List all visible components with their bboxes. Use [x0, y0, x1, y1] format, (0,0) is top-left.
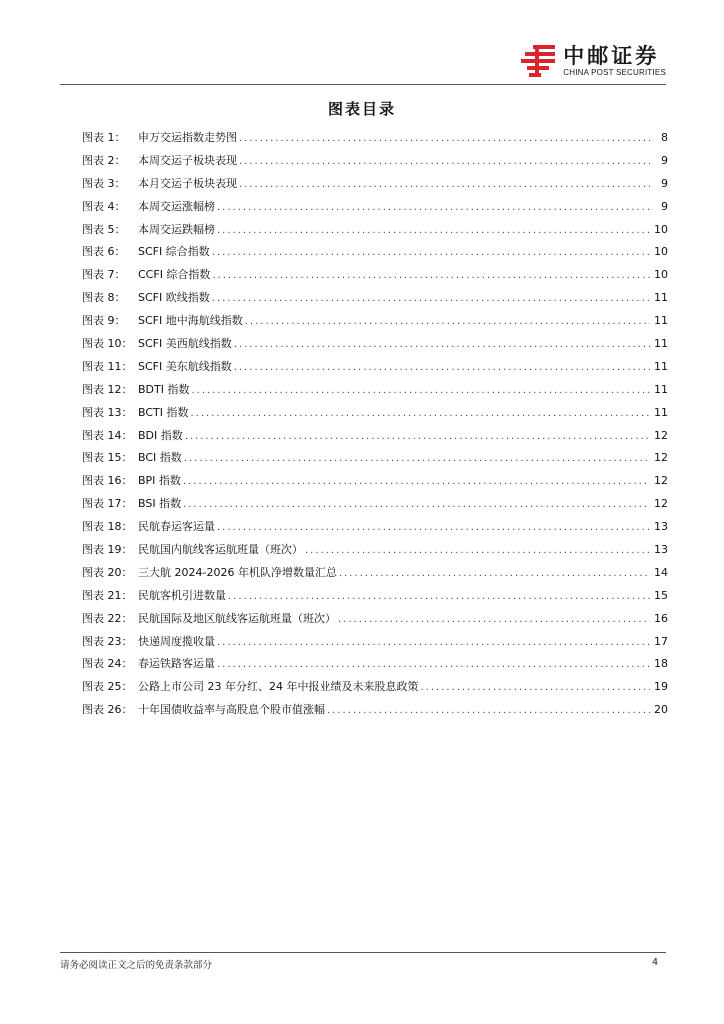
toc-entry[interactable] [82, 290, 668, 313]
toc-entry-title: 十年国债收益率与高股息个股市值涨幅 [138, 703, 325, 717]
toc-entry[interactable] [82, 519, 668, 542]
toc-leader-dots [191, 406, 651, 422]
toc-entry-label: 图表 10： [82, 337, 133, 351]
toc-entry-title: SCFI 美东航线指数 [138, 359, 232, 373]
toc-entry-label: 图表 16： [82, 474, 133, 488]
toc-leader-dots [212, 245, 650, 261]
toc-entry-page: 11 [654, 291, 668, 305]
toc-entry[interactable] [82, 199, 668, 222]
toc-entry-label: 图表 24： [82, 657, 133, 671]
toc-entry-title: SCFI 地中海航线指数 [138, 314, 243, 328]
toc-entry-title: 三大航 2024-2026 年机队净增数量汇总 [138, 565, 337, 579]
toc-entry-page: 10 [654, 245, 668, 259]
toc-leader-dots [228, 589, 650, 605]
toc-entry-label: 图表 15： [82, 451, 133, 465]
page-number: 4 [651, 957, 658, 968]
toc-entry-title: 快递周度揽收量 [138, 634, 215, 648]
toc-entry[interactable] [82, 656, 668, 679]
table-of-figures [82, 130, 668, 725]
toc-entry[interactable] [82, 702, 668, 725]
toc-leader-dots [191, 383, 650, 399]
toc-entry-label: 图表 19： [82, 543, 133, 557]
toc-entry-page: 9 [661, 176, 668, 190]
toc-entry-title: 本周交运涨幅榜 [138, 199, 215, 213]
page-header [0, 0, 724, 90]
brand-logo [519, 43, 666, 79]
toc-entry-label: 图表 21： [82, 588, 133, 602]
toc-entry-label: 图表 22： [82, 611, 133, 625]
toc-entry-title: SCFI 美西航线指数 [138, 337, 232, 351]
toc-entry-title: 民航客机引进数量 [138, 588, 226, 602]
toc-entry[interactable] [82, 130, 668, 153]
toc-entry[interactable] [82, 405, 668, 428]
toc-entry-title: BDI 指数 [138, 428, 183, 442]
toc-entry[interactable] [82, 634, 668, 657]
toc-entry[interactable] [82, 222, 668, 245]
toc-entry-title: 本周交运跌幅榜 [138, 222, 215, 236]
toc-leader-dots [185, 429, 650, 445]
toc-leader-dots [217, 657, 650, 673]
toc-entry[interactable] [82, 428, 668, 451]
brand-name-en: CHINA POST SECURITIES [563, 67, 666, 77]
toc-entry-page: 8 [661, 131, 668, 144]
toc-entry[interactable] [82, 565, 668, 588]
toc-leader-dots [234, 337, 650, 353]
toc-entry-title: 春运铁路客运量 [138, 657, 215, 671]
toc-leader-dots [217, 223, 650, 239]
toc-entry[interactable] [82, 359, 668, 382]
toc-entry-label: 图表 8： [82, 291, 126, 305]
toc-leader-dots [217, 200, 650, 216]
toc-entry[interactable] [82, 679, 668, 702]
toc-entry-label: 图表 4： [82, 199, 126, 213]
toc-entry[interactable] [82, 382, 668, 405]
toc-entry-title: BPI 指数 [138, 474, 181, 488]
toc-entry-label: 图表 2： [82, 153, 126, 167]
toc-leader-dots [420, 680, 650, 696]
toc-entry-label: 图表 14： [82, 428, 133, 442]
toc-entry-label: 图表 13： [82, 405, 133, 419]
toc-entry-page: 14 [654, 565, 668, 579]
toc-leader-dots [239, 154, 650, 170]
toc-leader-dots [212, 268, 650, 284]
toc-entry-title: CCFI 综合指数 [138, 268, 211, 282]
toc-entry-title: BCI 指数 [138, 451, 182, 465]
toc-entry-label: 图表 17： [82, 497, 133, 511]
toc-entry-page: 12 [654, 451, 668, 465]
toc-entry-title: BSI 指数 [138, 497, 182, 511]
toc-entry[interactable] [82, 588, 668, 611]
toc-entry[interactable] [82, 473, 668, 496]
toc-entry-page: 19 [654, 680, 668, 694]
toc-leader-dots [212, 291, 650, 307]
toc-leader-dots [339, 566, 650, 582]
toc-entry-title: 本周交运子板块表现 [138, 153, 237, 167]
toc-entry-page: 17 [654, 634, 668, 648]
toc-leader-dots [217, 635, 650, 651]
toc-entry-title: 公路上市公司 23 年分红、24 年中报业绩及未来股息政策 [138, 680, 419, 694]
toc-entry[interactable] [82, 267, 668, 290]
toc-entry-label: 图表 25： [82, 680, 133, 694]
toc-entry-page: 15 [654, 588, 668, 602]
toc-entry[interactable] [82, 313, 668, 336]
toc-entry-page: 11 [654, 359, 668, 373]
toc-entry-label: 图表 9： [82, 314, 126, 328]
toc-entry-page: 10 [654, 222, 668, 236]
toc-entry-page: 13 [654, 543, 668, 557]
toc-entry-label: 图表 3： [82, 176, 126, 190]
toc-title: 图表目录 [327, 100, 396, 118]
toc-entry-page: 18 [654, 657, 668, 671]
toc-entry-page: 9 [661, 199, 668, 213]
toc-entry-page: 12 [654, 497, 668, 511]
toc-entry-label: 图表 12： [82, 382, 133, 396]
toc-entry-title: 民航国际及地区航线客运航班量（班次） [138, 611, 336, 625]
toc-leader-dots [245, 314, 650, 330]
toc-entry-title: SCFI 欧线指数 [138, 291, 210, 305]
toc-entry-label: 图表 18： [82, 520, 133, 534]
toc-entry[interactable] [82, 450, 668, 473]
toc-entry-label: 图表 26： [82, 703, 133, 717]
toc-entry-label: 图表 23： [82, 634, 133, 648]
toc-leader-dots [338, 612, 650, 628]
toc-entry-page: 11 [654, 314, 668, 328]
toc-entry-page: 9 [661, 153, 668, 167]
toc-entry-title: SCFI 综合指数 [138, 245, 210, 259]
toc-entry-label: 图表 11： [82, 359, 133, 373]
toc-entry-page: 12 [654, 474, 668, 488]
china-post-logo-icon [519, 43, 557, 79]
toc-leader-dots [305, 543, 650, 559]
toc-entry-title: 民航国内航线客运航班量（班次） [138, 543, 303, 557]
toc-entry-page: 13 [654, 520, 668, 534]
toc-leader-dots [239, 131, 650, 147]
toc-entry[interactable] [82, 153, 668, 176]
header-divider [60, 84, 666, 85]
toc-leader-dots [239, 177, 650, 193]
brand-name-cn: 中邮证券 [563, 43, 660, 68]
toc-entry-title: 民航春运客运量 [138, 520, 215, 534]
toc-entry-label: 图表 1： [82, 131, 126, 144]
toc-entry[interactable] [82, 336, 668, 359]
toc-leader-dots [217, 520, 650, 536]
toc-entry-title: BCTI 指数 [138, 405, 189, 419]
toc-entry-title: 本月交运子板块表现 [138, 176, 237, 190]
toc-entry-label: 图表 7： [82, 268, 126, 282]
toc-leader-dots [327, 703, 650, 719]
toc-entry-label: 图表 20： [82, 565, 133, 579]
toc-entry[interactable] [82, 496, 668, 519]
toc-entry[interactable] [82, 244, 668, 267]
toc-entry[interactable] [82, 542, 668, 565]
toc-leader-dots [183, 474, 650, 490]
toc-entry-page: 12 [654, 428, 668, 442]
toc-entry-page: 11 [654, 337, 668, 351]
toc-entry-page: 11 [654, 405, 668, 419]
toc-entry-page: 10 [654, 268, 668, 282]
toc-entry-page: 20 [654, 703, 668, 717]
toc-leader-dots [234, 360, 650, 376]
toc-entry-label: 图表 6： [82, 245, 126, 259]
toc-entry-page: 11 [654, 382, 668, 396]
toc-entry-title: 申万交运指数走势图 [138, 131, 237, 144]
toc-leader-dots [184, 451, 650, 467]
toc-entry-page: 16 [654, 611, 668, 625]
footer-divider [60, 952, 666, 953]
disclaimer-note: 请务必阅读正文之后的免责条款部分 [60, 960, 213, 971]
toc-entry[interactable] [82, 176, 668, 199]
toc-entry-title: BDTI 指数 [138, 382, 190, 396]
toc-leader-dots [183, 497, 650, 513]
toc-entry-label: 图表 5： [82, 222, 126, 236]
toc-entry[interactable] [82, 611, 668, 634]
